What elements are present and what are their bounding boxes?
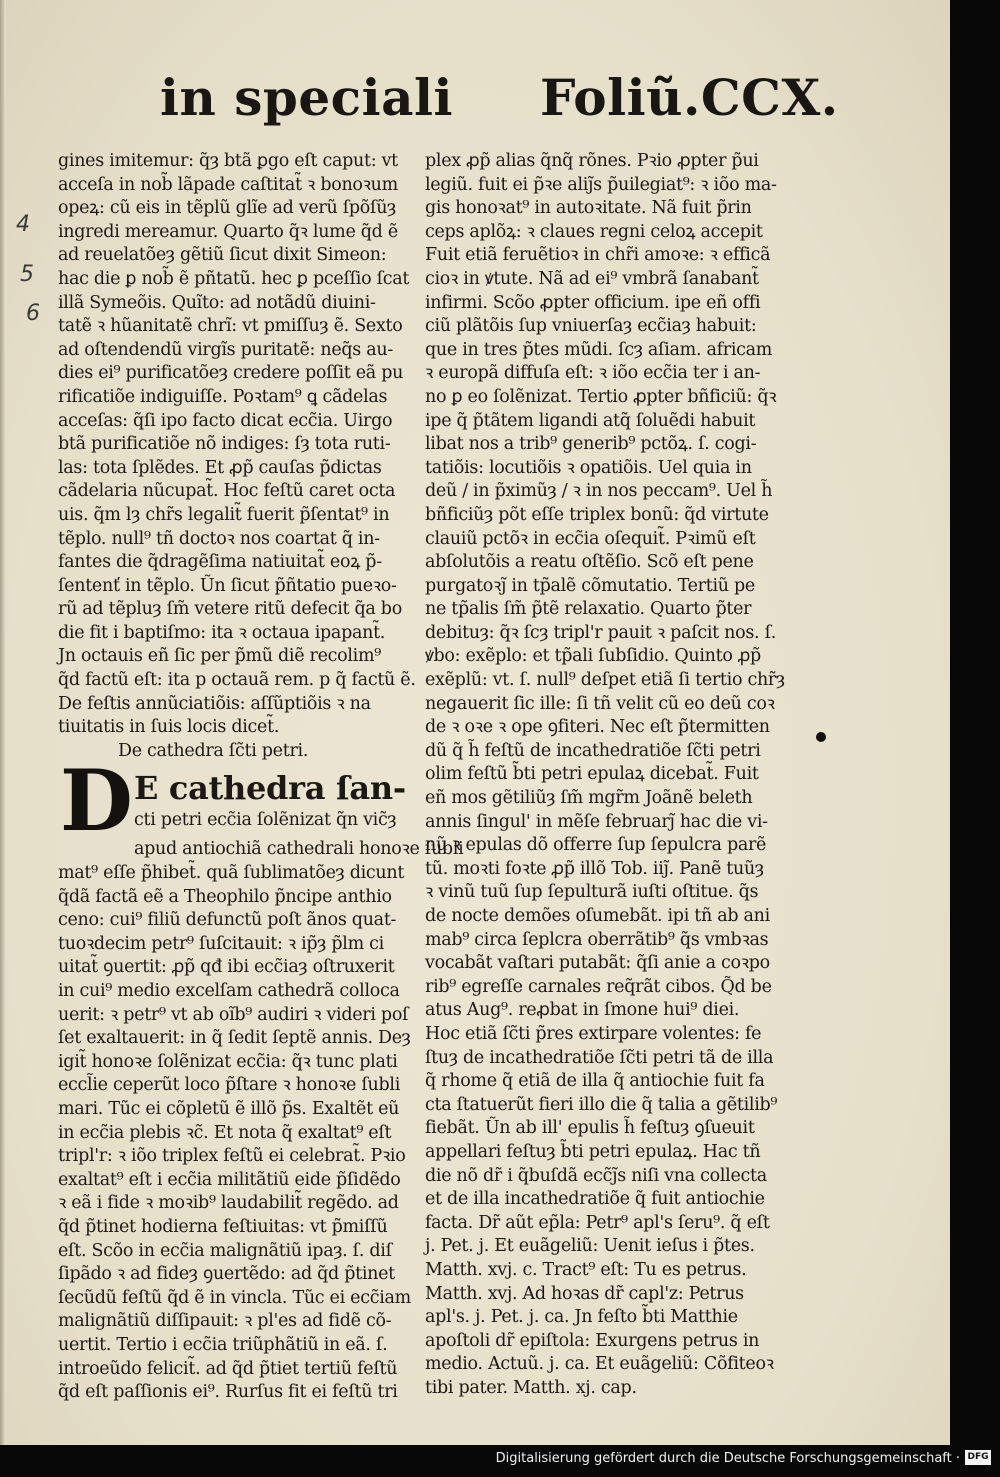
text-line: et de illa incathedratiõe q̃ fuit antiochie: [425, 1189, 765, 1210]
text-line: introeũdo felicit̃. ad q̃d p̃tiet tertiũ feſtũ: [58, 1358, 398, 1379]
text-line: gis honoꝛat⁹ in autoꝛitate. Nã fuit p̃rin: [425, 198, 752, 219]
text-line: de ꝛ oꝛe ꝛ ope ꝯfiteri. Nec eſt p̃termitten: [425, 717, 770, 738]
text-line: in cui⁹ medio excelſam cathedrã colloca: [58, 981, 400, 1001]
text-line: uis. q̃m lȝ chr̃s legalit̃ fuerit p̃ſentat⁹ in: [58, 504, 390, 525]
text-line: rũ ad tẽpluȝ ſm̃ vetere ritũ defecit q̃a bo: [58, 599, 402, 620]
text-line: purgatoꝛȷ̃ in tp̃alẽ cõmutatio. Tertiũ pe: [425, 575, 755, 596]
left-column-closing-text: [58, 862, 411, 1405]
text-line: apoſtoli dr̃ epiſtola: Exurgens petrus in: [425, 1330, 760, 1351]
text-line: no ꝑ eo ſolẽnizat. Tertio ꝓpter bñficiũ: q̃ꝛ: [425, 386, 777, 407]
text-line: legiũ. fuit ei p̃ꝛe aliȷ̃s p̃uilegiat⁹: ꝛ iõo ma-: [425, 174, 777, 195]
text-line: uitat̃ ꝯuertit: ꝓp̃ qđ ibi ecc̃iaȝ oſtruxerit: [58, 957, 395, 978]
text-line: vocabãt vaſtari putabãt: q̃ſi anie a coꝛpo: [425, 953, 770, 974]
text-line: bñficiũȝ põt eſſe triplex bonũ: q̃d virtute: [425, 504, 769, 525]
text-line: apud antiochiã cathedrali honoꝛe ſubli: [134, 839, 464, 860]
text-line: Fuit etiã feruẽtioꝛ in chr̃i amoꝛe: ꝛ efficã: [425, 245, 771, 266]
text-line: annis ſingul' in mẽſe februarȷ̃ hac die vi-: [425, 811, 768, 832]
text-line: die fit i baptiſmo: ita ꝛ octaua ipapant̃.: [58, 622, 386, 643]
section-rubric: De cathedra ſc̃ti petri.: [118, 740, 309, 761]
page-gutter-shadow: [0, 0, 6, 1445]
text-line: ad reuelatõeȝ gẽtiũ ſicut dixit Simeon:: [58, 245, 387, 266]
text-line: uertit. Tertio i ecc̃ia triũphãtiũ in eã. ſ.: [58, 1334, 388, 1355]
text-line: acceſas: q̃ſi ipo facto dicat ecc̃ia. Uirgo: [58, 410, 393, 431]
drop-cap-block: [58, 751, 406, 851]
text-line: in ecc̃ia plebis ꝛc̃. Et nota q̃ exaltat⁹ eſt: [58, 1122, 392, 1143]
text-line: gines imitemur: q̃ȝ btã ꝑgo eſt caput: vt: [58, 151, 398, 171]
text-line: dũ q̃ h̃ feſtũ de incathedratiõe ſc̃ti petri: [425, 740, 761, 761]
text-line: fiebãt. Ũn ab ill' epulis h̃ feſtuȝ ꝯſueuit: [425, 1118, 755, 1139]
text-line: deũ / in p̃ximũȝ / ꝛ in nos peccam⁹. Uel h̃: [425, 481, 773, 502]
text-line: eſt. Scõo in ecc̃ia malignãtiũ ipaȝ. ſ. diſ: [58, 1240, 392, 1261]
text-line: abſolutõis a reatu oſtẽſio. Scõ eſt pene: [425, 552, 754, 573]
text-line: ſet exaltauerit: in q̃ ſedit ſeptẽ annis. Deȝ: [58, 1028, 411, 1049]
text-line: ſipãdo ꝛ ad fideȝ ꝯuertẽdo: ad q̃d p̃tinet: [58, 1264, 395, 1285]
text-line: cti petri ecc̃ia ſolẽnizat q̃n vic̃ȝ: [134, 810, 397, 831]
text-line: appellari feſtuȝ b̃ti petri epulaꝝ. Hac tñ: [425, 1141, 761, 1162]
text-line: cioꝛ in ꝟtute. Nã ad ei⁹ vmbrã ſanabant̃: [425, 268, 759, 289]
text-line: de nocte demões oſumebãt. ipi tñ ab ani: [425, 906, 770, 926]
text-line: ne tp̃alis ſm̃ p̃tẽ relaxatio. Quarto p̃ter: [425, 599, 752, 620]
text-line: tũ. moꝛti foꝛte ꝓp̃ illõ Tob. iiȷ̃. Panẽ tuũȝ: [425, 858, 764, 879]
text-line: die nõ dr̃ i q̃buſdã ecc̃ȷ̃s niſi vna collecta: [425, 1165, 767, 1186]
text-line: opeꝝ: cũ eis in tẽplũ glĩe ad verũ ſpõſũȝ: [58, 198, 396, 219]
text-line: Matth. xvj. c. Tract⁹ eſt: Tu es petrus.: [425, 1259, 747, 1280]
digitization-credit: Digitalisierung gefördert durch die Deutsche Forschungsgemeinschaft ·: [495, 1451, 960, 1466]
section-title-line: E cathedra ſan-: [134, 769, 406, 808]
text-line: libat nos a trib⁹ generib⁹ pctõꝝ. ſ. cogi-: [425, 434, 757, 455]
running-head-left: in speciali: [160, 68, 453, 127]
text-line: tiuitatis in ſuis locis dicet̃.: [58, 717, 280, 738]
text-line: igit̃ honoꝛe ſolẽnizat ecc̃ia: q̃ꝛ tunc plati: [58, 1051, 398, 1072]
dfg-logo: DFG: [965, 1450, 991, 1465]
margin-note: 6: [26, 301, 40, 326]
text-line: clauiũ pctõꝛ in ecc̃ia oſequit̃. Pꝛimũ eſt: [425, 528, 756, 549]
right-column-text: [425, 150, 785, 1400]
text-line: tripl'r: ꝛ iõo triplex feſtũ ei celebrat̃. Pꝛio: [58, 1146, 406, 1167]
text-line: tuoꝛdecim petr⁹ ſuſcitauit: ꝛ ip̃ȝ p̃lm ci: [58, 933, 384, 954]
ink-spot: [816, 732, 826, 742]
text-line: q̃dã factã eẽ a Theophilo p̃ncipe anthio: [58, 886, 392, 907]
text-line: exẽplũ: vt. ſ. null⁹ deſpet etiã ſi tertio chr̃ȝ: [425, 670, 785, 691]
text-line: q̃d eſt paſſionis ei⁹. Rurſus fit ei feſtũ tri: [58, 1382, 398, 1403]
text-line: eccl̃ie ceperũt loco p̃ſtare ꝛ honoꝛe ſubli: [58, 1075, 401, 1096]
text-line: cta ſtatuerũt fieri illo die q̃ talia a gẽtilib⁹: [425, 1094, 778, 1115]
text-line: ꝟbo: exẽplo: et tp̃ali ſubſidio. Quinto ꝓp̃: [425, 646, 761, 667]
text-line: que in tres p̃tes mũdi. ſcȝ aſiam. africam: [425, 339, 773, 360]
folio-number: Foliũ.CCX.: [540, 68, 839, 127]
text-line: malignãtiũ diſſipauit: ꝛ pl'es ad fidẽ cõ-: [58, 1311, 392, 1332]
text-line: tibi pater. Matth. xj. cap.: [425, 1377, 637, 1398]
text-line: tẽplo. null⁹ tñ doctoꝛ nos coartat q̃ in-: [58, 528, 380, 549]
text-line: ꝛ vinũ tuũ ſup ſepulturã iuſti oſtitue. q̃s: [425, 882, 759, 903]
text-line: ipe q̃ p̃tãtem ligandi atq̃ ſoluẽdi habuit: [425, 410, 756, 431]
text-line: facta. Dr̃ aũt ep̃la: Petr⁹ apl's ſeru⁹. q̃ eſt: [425, 1212, 770, 1233]
text-line: dies ei⁹ purificatõeȝ credere poſſit eã pu: [58, 363, 404, 384]
text-line: plex ꝓp̃ alias q̃nq̃ rõnes. Pꝛio ꝓpter p̃ui: [425, 151, 759, 171]
text-line: cãdelaria nũcupat̃. Hoc feſtũ caret octa: [58, 481, 396, 502]
text-line: uerit: ꝛ petr⁹ vt ab oĩb⁹ audiri ꝛ videri poſ: [58, 1004, 409, 1025]
left-text-column: [58, 150, 464, 1405]
text-line: nũ ꝛ epulas dõ offerre ſup ſepulcra parẽ: [425, 835, 767, 856]
margin-note: 4: [16, 212, 30, 237]
decorated-initial: D: [60, 751, 133, 851]
text-line: ſentenť in tẽplo. Ũn ſicut p̃ñtatio pueꝛo-: [58, 575, 397, 596]
text-line: ad oſtendendũ virgĩs puritatẽ: neq̃s au-: [58, 339, 393, 360]
text-line: mab⁹ circa ſeplcra oberrãtib⁹ q̃s vmbꝛas: [425, 929, 769, 950]
text-line: debituȝ: q̃ꝛ ſcȝ tripl'r pauit ꝛ paſcit nos. ſ.: [425, 622, 777, 643]
text-line: ingredi mereamur. Quarto q̃ꝛ lume q̃d ẽ: [58, 221, 398, 242]
text-line: mari. Tũc ei cõpletũ ẽ illõ p̃s. Exaltẽt eũ: [58, 1098, 400, 1119]
text-line: mat⁹ eſſe p̃hibet̃. quã ſublimatõeȝ dicunt: [58, 863, 405, 884]
text-line: ꝛ eã i fide ꝛ moꝛib⁹ laudabilit̃ regẽdo. ad: [58, 1193, 399, 1214]
text-line: tatẽ ꝛ hũanitatẽ chrĩ: vt pmiſſuȝ ẽ. Sexto: [58, 316, 403, 337]
margin-note: 5: [20, 262, 34, 287]
text-line: tatiõis: locutiõis ꝛ opatiõis. Uel quia in: [425, 457, 752, 478]
text-line: Jn octauis eñ ſic per p̃mũ diẽ recolim⁹: [58, 646, 381, 667]
text-line: De feſtis annũciatiõis: aſſũptiõis ꝛ na: [58, 693, 371, 714]
text-line: illã Symeõis. Quĩto: ad notãdũ diuini-: [58, 292, 376, 313]
text-line: q̃d p̃tinet hodierna feſtiuitas: vt p̃miſſũ: [58, 1216, 388, 1237]
text-line: acceſa in nob̃ lãpade caſtitat̃ ꝛ bonoꝛum: [58, 174, 398, 195]
text-line: ſecũdũ feſtũ q̃d ẽ in vincla. Tũc ei ecc̃iam: [58, 1287, 411, 1308]
right-text-column: [425, 150, 785, 1400]
left-column-opening-text: [58, 150, 416, 740]
text-line: atus Aug⁹. reꝓbat in ſmone hui⁹ diei.: [425, 1000, 740, 1021]
text-line: ceno: cui⁹ filiũ defunctũ poſt ãnos quat-: [58, 910, 397, 931]
text-line: ſtuȝ de incathedratiõe ſc̃ti petri tã de illa: [425, 1047, 774, 1068]
text-line: las: tota ſplẽdes. Et ꝓp̃ cauſas p̃dictas: [58, 457, 382, 478]
text-line: btã purificatiõe nõ indiges: ſȝ tota ruti-: [58, 434, 391, 455]
text-line: medio. Actuũ. j. ca. Et euãgeliũ: Cõfiteoꝛ: [425, 1354, 774, 1375]
text-line: Hoc etiã ſc̃ti p̃res extirpare volentes: fe: [425, 1023, 762, 1044]
text-line: negauerit ſic ille: ſi tñ velit cũ eo deũ coꝛ: [425, 693, 775, 714]
text-line: q̃d factũ eſt: ita p octauã rem. p q̃ factũ ẽ.: [58, 670, 416, 691]
text-line: rificatiõe indiguiſſe. Poꝛtam⁹ ꝗ cãdelas: [58, 386, 388, 407]
text-line: rib⁹ egreſſe carnales req̃rãt cibos. Q̃d be: [425, 976, 772, 997]
text-line: eñ mos gẽtiliũȝ ſm̃ mgr̃m Joãnẽ beleth: [425, 788, 753, 809]
text-line: olim feſtũ b̃ti petri epulaꝝ dicebat̃. Fuit: [425, 764, 759, 785]
text-line: Matth. xvj. Ad hoꝛas dr̃ capl'z: Petrus: [425, 1283, 744, 1304]
text-line: ꝛ europã diffuſa eſt: ꝛ iõo ecc̃ia ter i an-: [425, 363, 761, 384]
text-line: ciũ plãtõis ſup vniuerſaȝ ecc̃iaȝ habuit:: [425, 316, 757, 337]
text-line: j. Pet. j. Et euãgeliũ: Uenit ieſus i p̃tes.: [425, 1236, 755, 1257]
text-line: infirmi. Scõo ꝓpter officium. ipe eñ offi: [425, 292, 761, 313]
text-line: exaltat⁹ eſt i ecc̃ia militãtiũ eide p̃ſidẽdo: [58, 1169, 401, 1190]
text-line: ceps aplõꝝ: ꝛ claues regni celoꝝ accepit: [425, 221, 763, 242]
text-line: apl's. j. Pet. j. ca. Jn feſto b̃ti Matthie: [425, 1307, 738, 1328]
text-line: fantes die q̃dragẽſima natiuitat̃ eoꝝ p̃-: [58, 552, 382, 573]
text-line: hac die ꝑ nob̃ ẽ pñtatũ. hec ꝑ pceſſio ſcat: [58, 268, 410, 289]
text-line: q̃ rhome q̃ etiã de illa q̃ antiochie fuit fa: [425, 1071, 765, 1092]
